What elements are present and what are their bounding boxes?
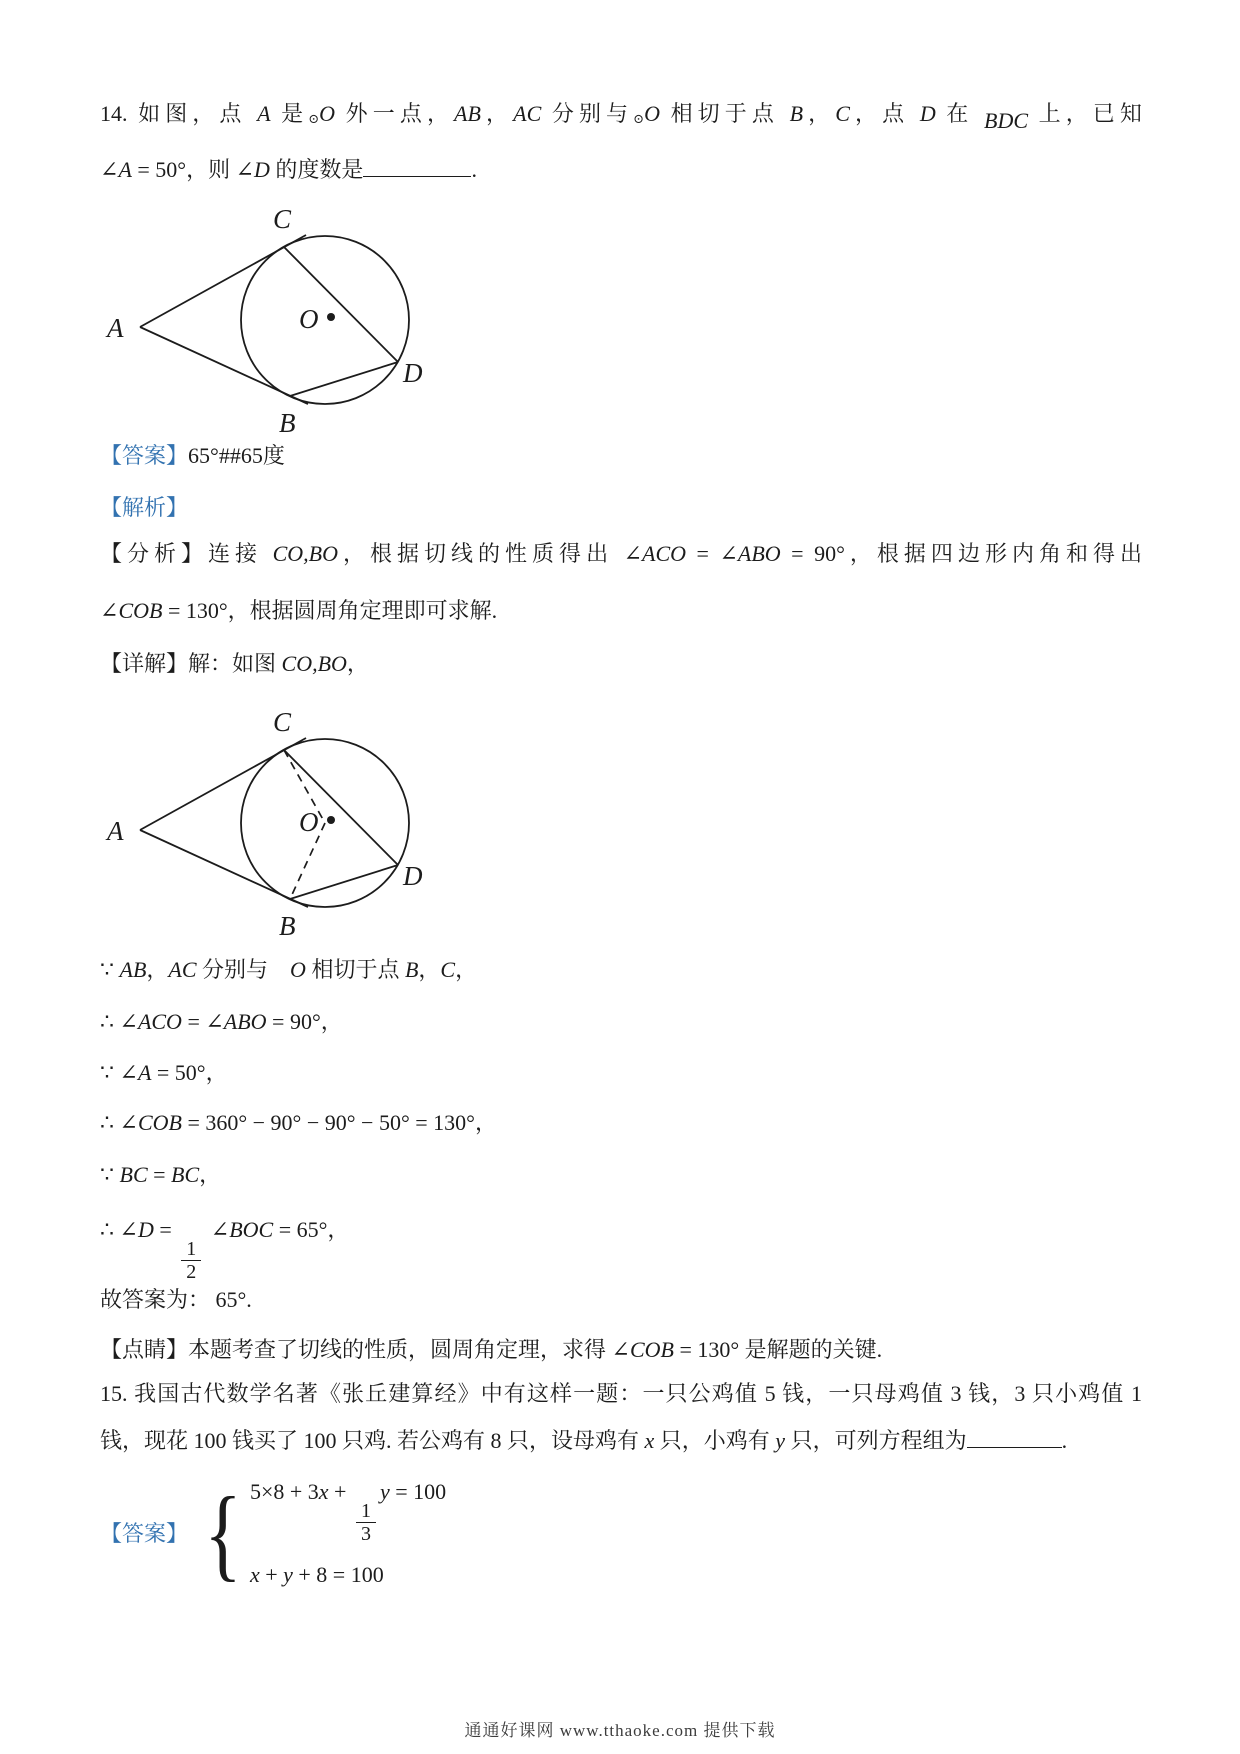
proof-line-3: ∵ ∠A = 50°，	[100, 1060, 228, 1085]
tangent-AC	[140, 738, 306, 830]
analysis-header: 【解析】	[100, 495, 189, 520]
answer-14: 【答案】65°##65度	[100, 443, 285, 468]
center-dot	[327, 313, 335, 321]
circle-O	[241, 236, 409, 404]
question-15-line-1: 15. 我国古代数学名著《张丘建算经》中有这样一题：一只公鸡值 5 钱，一只母鸡值 3 钱，3 只小鸡值 1	[100, 1381, 1142, 1406]
equation-1: 5×8 + 3x + $\frac{1}{3}$ y = 100	[249, 1479, 447, 1545]
label-A: A	[107, 313, 124, 343]
question-14-line-1: 14. 如图，点 A 是⊙O 外一点，AB，AC 分别与⊙O 相切于点 B，C，点 D 在 BDC 上，已知	[100, 101, 1142, 133]
proof-line-4: ∴ ∠COB = 360° − 90° − 90° − 50° = 130°，	[100, 1110, 497, 1135]
question-14-figure	[95, 192, 425, 440]
label-A: A	[107, 816, 124, 846]
question-15-line-2: 钱，现花 100 钱买了 100 只鸡. 若公鸡有 8 只，设母鸡有 x 只，小鸡有 y 只，可列方程组为 .	[100, 1428, 1068, 1453]
answer-15-label: 【答案】	[100, 1520, 189, 1546]
tangent-AB	[140, 830, 308, 907]
tangent-AC	[140, 235, 306, 327]
label-D: D	[403, 358, 423, 388]
chord-BD	[290, 362, 398, 396]
equation-system	[250, 1478, 446, 1590]
tangent-AB	[140, 327, 308, 404]
proof-conclusion: 故答案为： 65°.	[100, 1287, 252, 1312]
chord-BD	[290, 865, 398, 899]
label-C: C	[273, 204, 292, 234]
equation-2: x + y + 8 = 100	[249, 1562, 384, 1587]
key-point-note: 【点睛】本题考查了切线的性质，圆周角定理，求得 ∠COB = 130° 是解题的关键.	[100, 1337, 883, 1362]
system-brace: {	[204, 1475, 242, 1591]
answer-15	[100, 1475, 447, 1591]
label-C: C	[273, 707, 292, 737]
solution-figure	[95, 695, 425, 943]
question-14-line-2: ∠A = 50°，则 ∠D 的度数是 .	[100, 157, 477, 182]
proof-line-5: ∵ BC = BC，	[100, 1162, 222, 1187]
analysis-line-2: ∠COB = 130°，根据圆周角定理即可求解.	[100, 598, 498, 623]
label-D: D	[403, 861, 423, 891]
label-B: B	[279, 408, 296, 438]
page-footer: 通通好课网 www.tthaoke.com 提供下载	[464, 1721, 776, 1740]
label-O: O	[299, 304, 319, 334]
proof-line-2: ∴ ∠ACO = ∠ABO = 90°，	[100, 1009, 343, 1034]
proof-line-6: ∴ ∠D = $\frac{1}{2}$ ∠BOC = 65°，	[100, 1217, 350, 1283]
center-dot	[327, 816, 335, 824]
label-O: O	[299, 807, 319, 837]
analysis-line-1: 【分析】连接 CO,BO，根据切线的性质得出 ∠ACO = ∠ABO = 90°，根据四边形内角和得出	[100, 541, 1143, 566]
proof-line-1: ∵ AB，AC 分别与 O 相切于点 B，C，	[100, 957, 478, 982]
label-B: B	[279, 911, 296, 941]
detailed-solution-header: 【详解】解：如图 CO,BO，	[100, 651, 369, 676]
